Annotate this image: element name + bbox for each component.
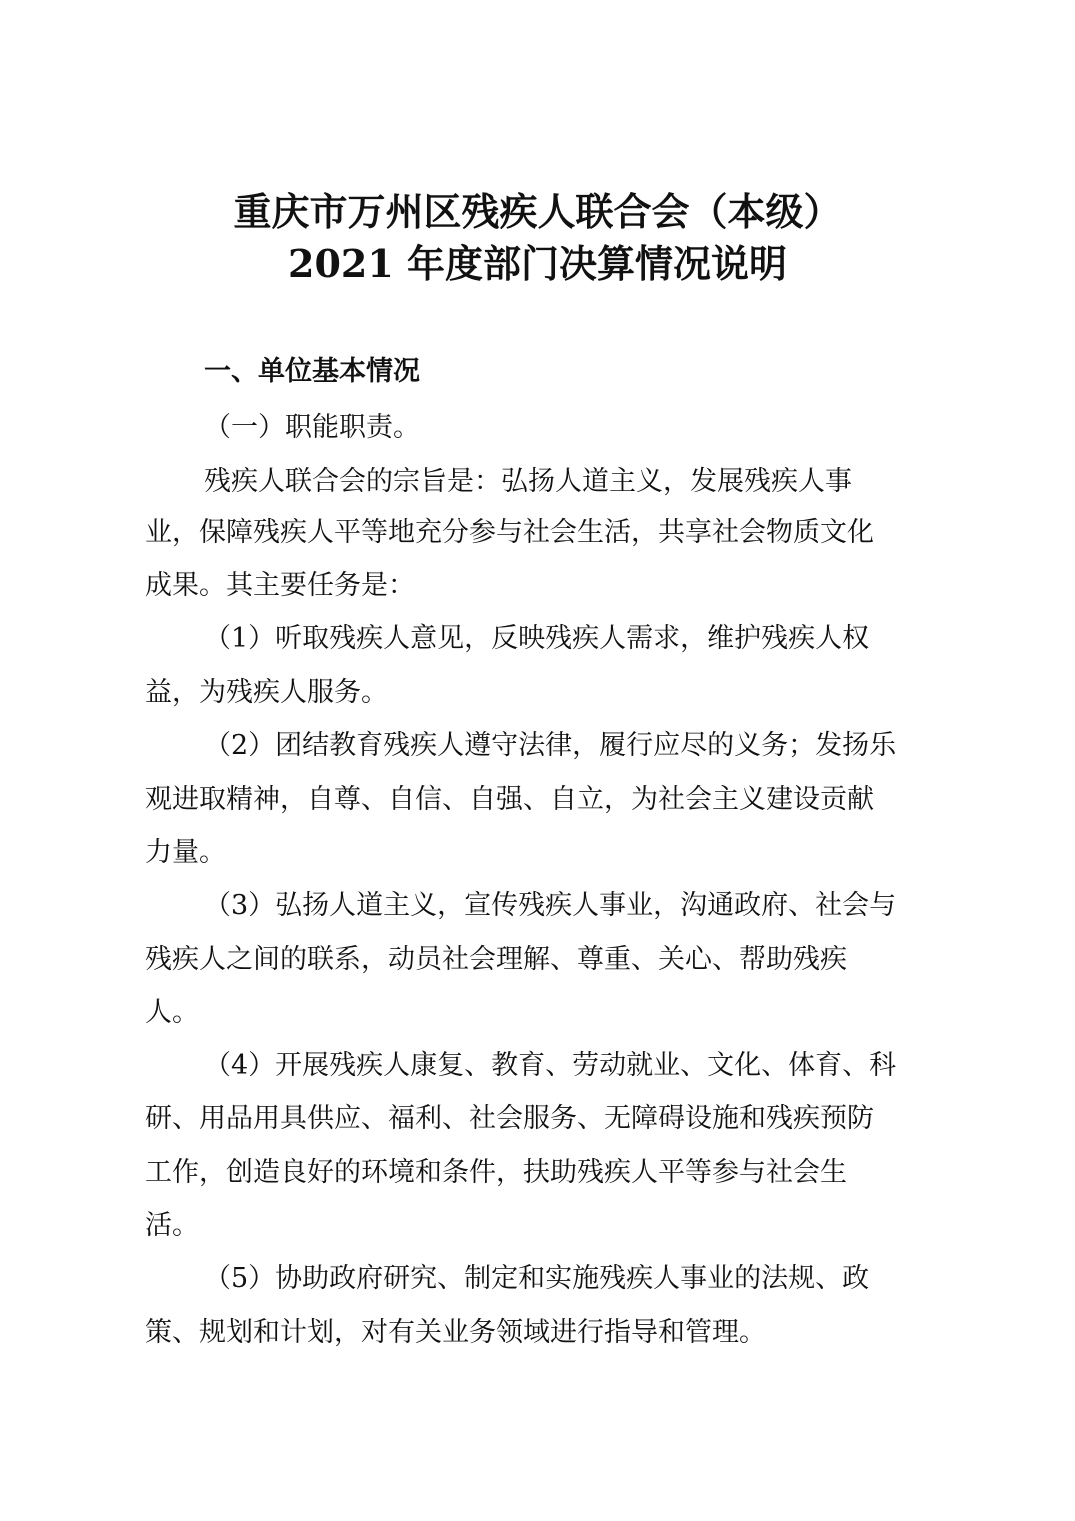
paragraph-line: 残疾人之间的联系，动员社会理解、尊重、关心、帮助残疾 <box>145 944 847 975</box>
paragraph-line: 工作，创造良好的环境和条件，扶助残疾人平等参与社会生 <box>145 1157 847 1188</box>
subsection-heading: （一）职能职责。 <box>204 412 420 443</box>
paragraph-line: （4）开展残疾人康复、教育、劳动就业、文化、体育、科 <box>204 1050 897 1081</box>
paragraph-line: 残疾人联合会的宗旨是：弘扬人道主义，发展残疾人事 <box>204 466 852 497</box>
paragraph-line: 观进取精神，自尊、自信、自强、自立，为社会主义建设贡献 <box>145 784 874 815</box>
document-title-line-1: 重庆市万州区残疾人联合会（本级） <box>233 189 842 234</box>
paragraph-line: 益，为残疾人服务。 <box>145 677 388 708</box>
section-heading: 一、单位基本情况 <box>204 356 420 387</box>
paragraph-line: （3）弘扬人道主义，宣传残疾人事业，沟通政府、社会与 <box>204 890 897 921</box>
paragraph-line: 业，保障残疾人平等地充分参与社会生活，共享社会物质文化 <box>145 517 874 548</box>
paragraph-line: 活。 <box>145 1210 199 1241</box>
paragraph-line: （1）听取残疾人意见，反映残疾人需求，维护残疾人权 <box>204 623 870 654</box>
paragraph-line: 成果。其主要任务是： <box>145 570 415 601</box>
paragraph-line: （2）团结教育残疾人遵守法律，履行应尽的义务；发扬乐 <box>204 730 897 761</box>
paragraph-line: （5）协助政府研究、制定和实施残疾人事业的法规、政 <box>204 1263 870 1294</box>
paragraph-line: 人。 <box>145 997 199 1028</box>
paragraph-line: 力量。 <box>145 837 226 868</box>
paragraph-line: 策、规划和计划，对有关业务领域进行指导和管理。 <box>145 1317 766 1348</box>
document-title-line-2: 2021 年度部门决算情况说明 <box>288 241 787 286</box>
paragraph-line: 研、用品用具供应、福利、社会服务、无障碍设施和残疾预防 <box>145 1103 874 1134</box>
